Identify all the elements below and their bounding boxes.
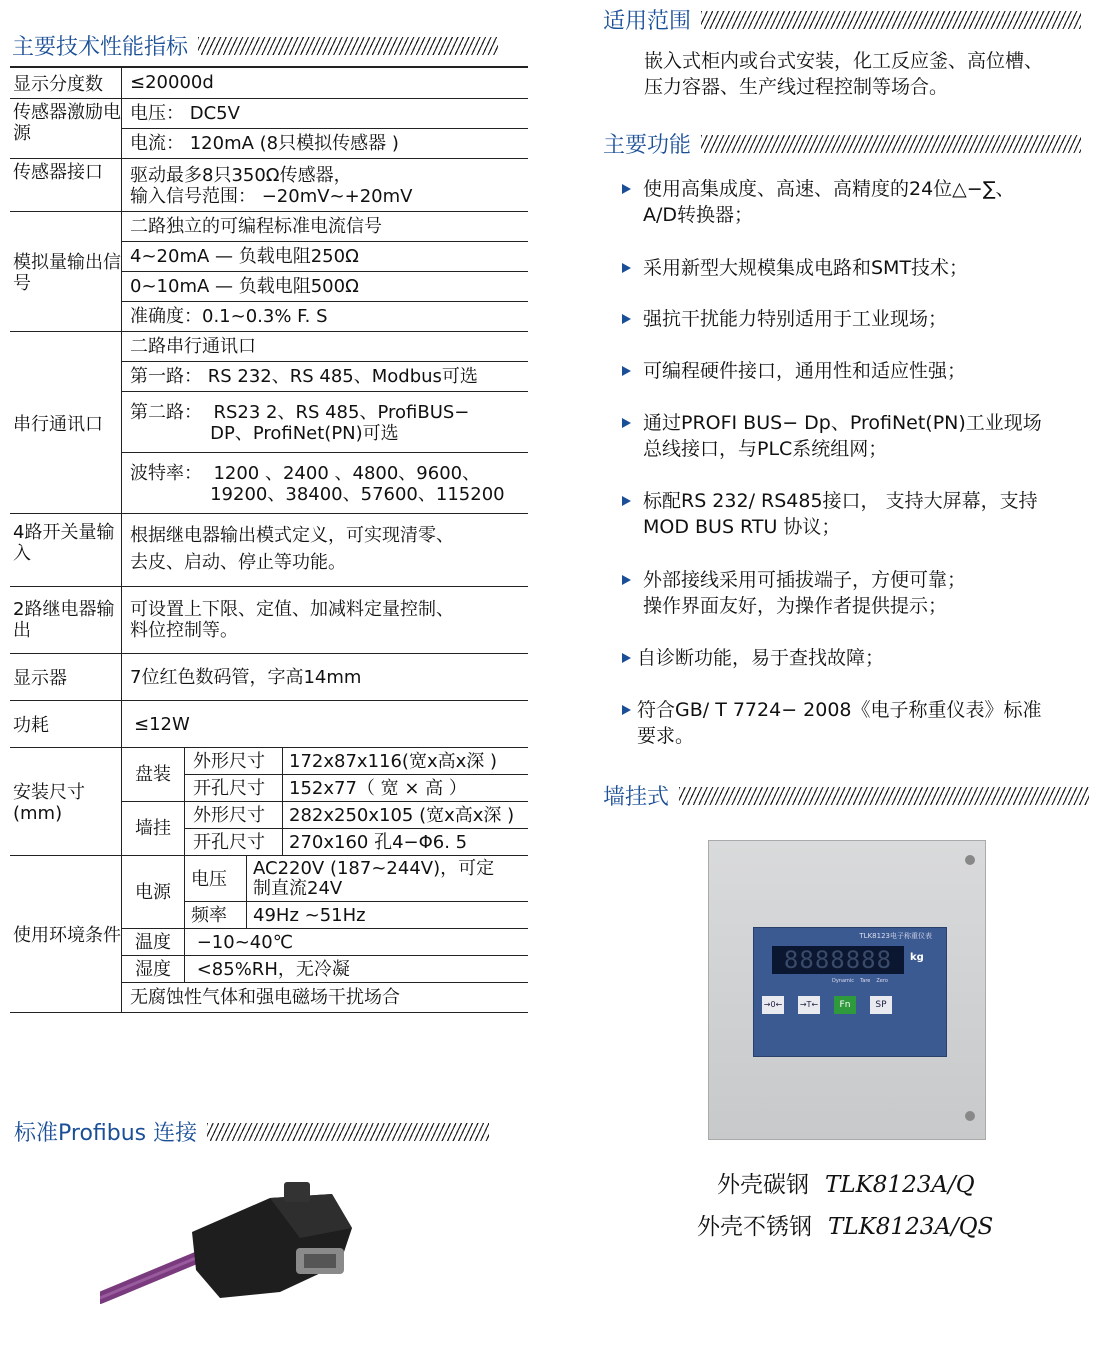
wall-section-title: 墙挂式: [603, 780, 1089, 811]
front-panel: [753, 927, 947, 1057]
sp-key[interactable]: SP: [870, 996, 892, 1014]
bullet-icon: [622, 653, 631, 663]
function-item: 可编程硬件接口，通用性和适应性强；: [622, 358, 966, 384]
caption-carbon-steel: 外壳碳钢 TLK8123A/Q: [717, 1172, 975, 1198]
caption-stainless-steel: 外壳不锈钢 TLK8123A/QS: [697, 1214, 994, 1240]
screw-icon: [965, 1111, 975, 1121]
function-item: 采用新型大规模集成电路和SMT技术；: [622, 255, 968, 281]
function-item: 符合GB/ T 7724− 2008《电子称重仪表》标准 要求。: [622, 697, 1042, 749]
spec-row-display: 显示器 7位红色数码管，字高14mm: [10, 654, 528, 701]
functions-section-title: 主要功能: [603, 128, 1081, 159]
function-item: 通过PROFI BUS− Dp、ProfiNet(PN)工业现场 总线接口，与PLC系统组网；: [622, 410, 1042, 462]
indicator-label: Dynamic: [832, 978, 855, 984]
bullet-icon: [622, 184, 631, 194]
tare-key[interactable]: →T←: [798, 996, 820, 1014]
spec-row-excitation: 传感器激励电源 电压： DC5V 电流： 120mA (8只模拟传感器 ): [10, 99, 528, 159]
bullet-icon: [622, 705, 631, 715]
title-hatch: [207, 1123, 489, 1141]
bullet-icon: [622, 418, 631, 428]
spec-row-analog: 模拟量输出信号 二路独立的可编程标准电流信号 4~20mA — 负载电阻250Ω 0~10mA — 负载电阻500Ω 准确度：0.1~0.3% F. S: [10, 212, 528, 332]
screw-icon: [965, 855, 975, 865]
bullet-icon: [622, 366, 631, 376]
function-item: 外部接线采用可插拔端子，方便可靠； 操作界面友好，为操作者提供提示；: [622, 567, 966, 619]
spec-row-relay-output: 2路继电器输出 可设置上下限、定值、加减料定量控制、 料位控制等。: [10, 587, 528, 654]
model-label: TLK8123电子称重仪表: [859, 932, 932, 940]
unit-label: kg: [910, 952, 924, 963]
profibus-section-title: 标准Profibus 连接: [14, 1116, 489, 1147]
application-section-title: 适用范围: [603, 4, 1081, 35]
profibus-connector-image: [100, 1180, 370, 1320]
bullet-icon: [622, 263, 631, 273]
indicator-label: Zero: [876, 978, 888, 984]
title-hatch: [198, 37, 498, 55]
function-item: 强抗干扰能力特别适用于工业现场；: [622, 306, 947, 332]
spec-row-serial: 串行通讯口 二路串行通讯口 第一路： RS 232、RS 485、Modbus可选 第二路： RS23 2、RS 485、ProfiBUS− DP、ProfiNet(PN)可选 波特率： 1200 、2400 、4800、9600、 19200、38400、57600、115200: [10, 332, 528, 514]
function-item: 自诊断功能，易于查找故障；: [622, 645, 884, 671]
title-hatch: [701, 11, 1081, 29]
spec-row-interface: 传感器接口 驱动最多8只350Ω传感器， 输入信号范围： −20mV~+20mV: [10, 159, 528, 212]
spec-row-power: 功耗 ≤12W: [10, 701, 528, 748]
spec-row-mount: 安装尺寸 (mm) 盘装 外形尺寸 172x87x116(宽x高x深 ) 开孔尺寸 152x77（ 宽 × 高 ） 墙挂 外形尺寸 282x250x105 (宽x高x深 ) 开孔尺寸 270x160 孔4−Φ6. 5: [10, 748, 528, 856]
function-item: 使用高集成度、高速、高精度的24位△−∑、 A/D转换器；: [622, 176, 1015, 228]
indicator-label: Tare: [860, 978, 871, 984]
function-item: 标配RS 232/ RS485接口， 支持大屏幕，支持 MOD BUS RTU 协议；: [622, 488, 1038, 540]
bullet-icon: [622, 575, 631, 585]
fn-key[interactable]: Fn: [834, 996, 856, 1014]
application-text: 嵌入式柜内或台式安装，化工反应釜、高位槽、 压力容器、生产线过程控制等场合。: [644, 50, 1044, 98]
wall-mount-device: [708, 840, 986, 1140]
spec-row-switch-input: 4路开关量输入 根据继电器输出模式定义，可实现清零、 去皮、启动、停止等功能。: [10, 514, 528, 587]
spec-row-environment: 使用环境条件 电源 电压 AC220V (187~244V)，可定 制直流24V 频率 49Hz ~51Hz 温度 −10~40℃ 湿度 <85%RH，无冷凝 无腐蚀性气体和强电磁场干扰场合: [10, 856, 528, 1013]
zero-key[interactable]: →0←: [762, 996, 784, 1014]
spec-table: [10, 66, 528, 1013]
bullet-icon: [622, 314, 631, 324]
title-hatch: [701, 135, 1081, 153]
spec-row-resolution: 显示分度数 ≤20000d: [10, 66, 528, 99]
title-hatch: [679, 787, 1089, 805]
digit-display: 8888888: [772, 946, 904, 974]
bullet-icon: [622, 496, 631, 506]
spec-section-title: 主要技术性能指标: [12, 30, 498, 61]
